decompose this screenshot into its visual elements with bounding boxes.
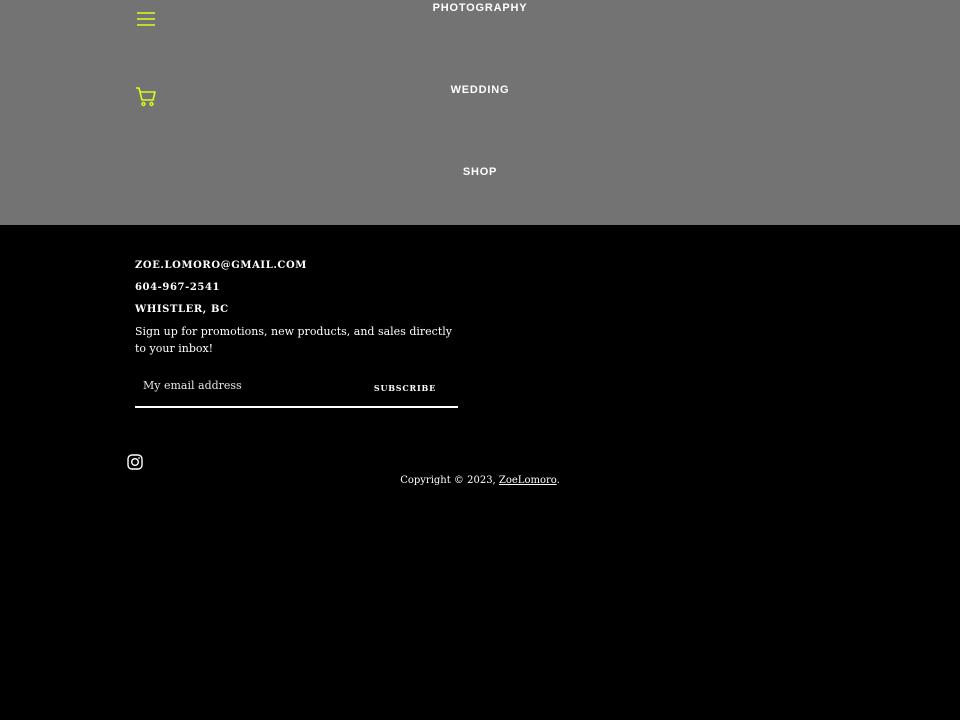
nav-link-photography[interactable]: PHOTOGRAPHY [432, 2, 528, 14]
copyright-link[interactable]: ZoeLomoro [498, 475, 557, 486]
copyright-text: Copyright © 2023, [400, 475, 499, 486]
copyright [0, 475, 960, 486]
contact-phone: 604-967-2541 [135, 282, 221, 293]
copyright-suffix: . [556, 475, 560, 486]
newsletter-form [135, 370, 458, 408]
email-input[interactable] [135, 370, 363, 400]
newsletter-description: Sign up for promotions, new products, and sales directly to your inbox! [135, 325, 452, 355]
nav-link-wedding[interactable]: WEDDING [450, 84, 510, 96]
contact-email: ZOE.LOMORO@GMAIL.COM [135, 260, 307, 271]
subscribe-button[interactable]: SUBSCRIBE [373, 383, 436, 393]
menu-drawer [0, 0, 960, 225]
nav-link-shop[interactable]: SHOP [462, 166, 498, 178]
contact-location: WHISTLER, BC [135, 304, 229, 315]
instagram-icon[interactable] [127, 454, 143, 470]
